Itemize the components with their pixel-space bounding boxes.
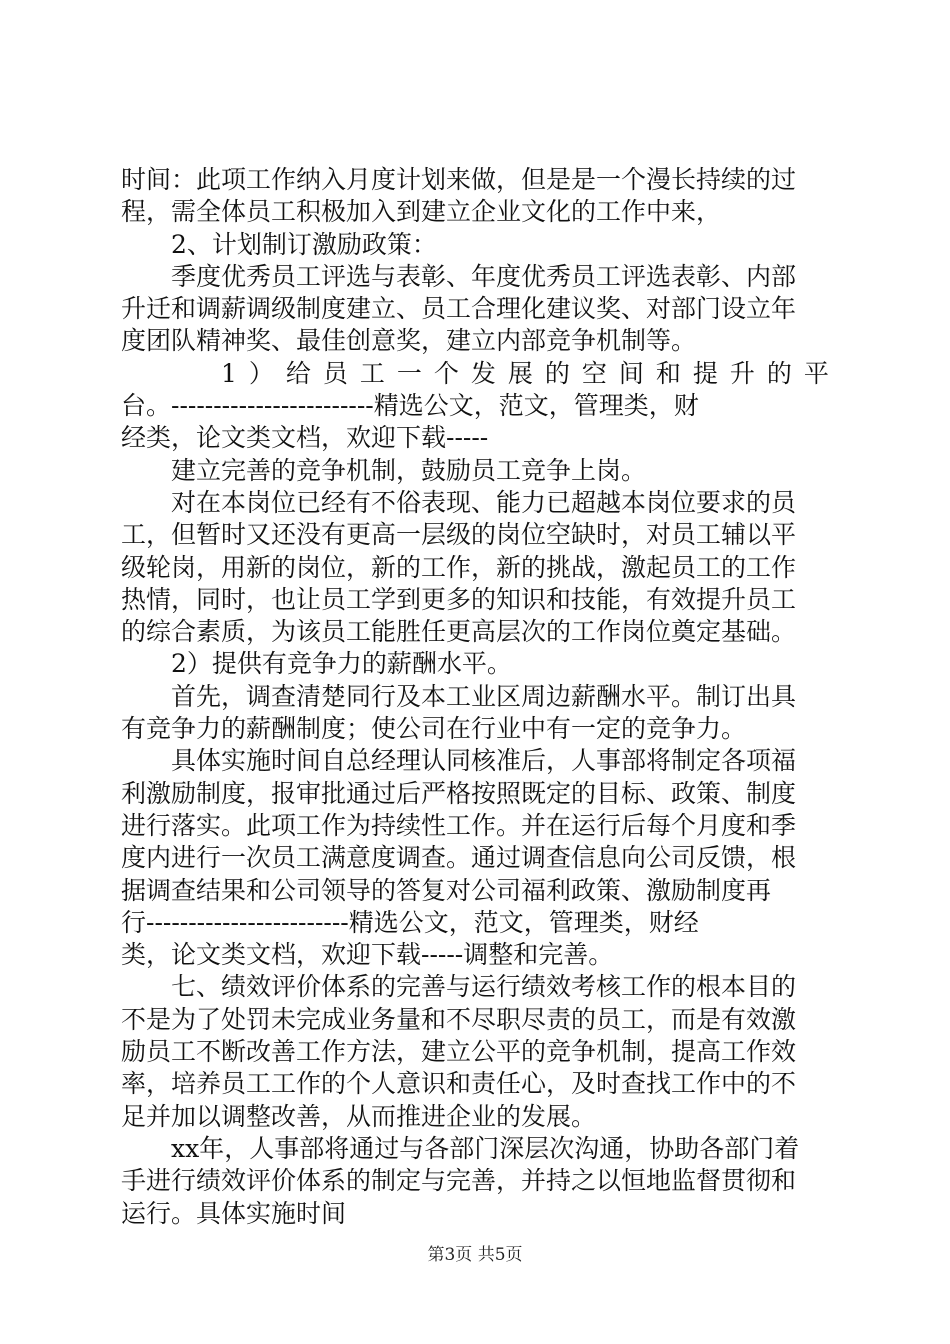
text-line: 利激励制度，报审批通过后严格按照既定的目标、政策、制度 (121, 778, 797, 808)
text-line: 经类，论文类文档，欢迎下载----- (121, 423, 489, 453)
body-text (121, 164, 841, 1230)
text-line: 季度优秀员工评选与表彰、年度优秀员工评选表彰、内部 (171, 261, 797, 291)
text-line: 程，需全体员工积极加入到建立企业文化的工作中来， (121, 197, 722, 227)
text-line: 七、绩效评价体系的完善与运行绩效考核工作的根本目的 (171, 972, 797, 1002)
text-line: 2、计划制订激励政策： (171, 229, 437, 259)
text-line: 手进行绩效评价体系的制定与完善，并持之以恒地监督贯彻和 (121, 1166, 797, 1196)
text-line: 2）提供有竞争力的薪酬水平。 (171, 649, 512, 679)
text-line: 类，论文类文档，欢迎下载-----调整和完善。 (121, 940, 614, 970)
text-line: 具体实施时间自总经理认同核准后，人事部将制定各项福 (171, 746, 797, 776)
text-line: 首先，调查清楚同行及本工业区周边薪酬水平。制订出具 (171, 681, 797, 711)
text-line: 足并加以调整改善，从而推进企业的发展。 (121, 1101, 597, 1131)
text-line: 有竞争力的薪酬制度；使公司在行业中有一定的竞争力。 (121, 714, 747, 744)
text-line: 率，培养员工工作的个人意识和责任心，及时查找工作中的不 (121, 1069, 797, 1099)
text-line: xx年，人事部将通过与各部门深层次沟通，协助各部门着 (171, 1133, 800, 1163)
text-line: 励员工不断改善工作方法，建立公平的竞争机制，提高工作效 (121, 1037, 797, 1067)
page-footer: 第3页 共5页 (427, 1245, 523, 1265)
text-line: 进行落实。此项工作为持续性工作。并在运行后每个月度和季 (121, 810, 797, 840)
text-line: 级轮岗，用新的岗位，新的工作，新的挑战，激起员工的工作 (121, 552, 797, 582)
text-line: 对在本岗位已经有不俗表现、能力已超越本岗位要求的员 (171, 487, 797, 517)
text-line: 升迁和调薪调级制度建立、员工合理化建议奖、对部门设立年 (121, 294, 797, 324)
text-line: 度团队精神奖、最佳创意奖，建立内部竞争机制等。 (121, 326, 697, 356)
text-line: 1）给员工一个发展的空间和提升的平 (221, 358, 841, 388)
text-line: 工，但暂时又还没有更高一层级的岗位空缺时，对员工辅以平 (121, 520, 797, 550)
text-line: 度内进行一次员工满意度调查。通过调查信息向公司反馈，根 (121, 843, 797, 873)
text-line: 台。------------------------精选公文，范文，管理类，财 (121, 391, 699, 421)
text-line: 的综合素质，为该员工能胜任更高层次的工作岗位奠定基础。 (121, 617, 797, 647)
text-line: 热情，同时，也让员工学到更多的知识和技能，有效提升员工 (121, 584, 797, 614)
text-line: 时间：此项工作纳入月度计划来做，但是是一个漫长持续的过 (121, 165, 797, 194)
text-line: 不是为了处罚未完成业务量和不尽职尽责的员工，而是有效激 (121, 1004, 797, 1034)
text-line: 建立完善的竞争机制，鼓励员工竞争上岗。 (171, 455, 647, 485)
text-line: 据调查结果和公司领导的答复对公司福利政策、激励制度再 (121, 875, 772, 905)
text-line: 行------------------------精选公文，范文，管理类，财经 (121, 907, 699, 937)
text-line: 运行。具体实施时间 (121, 1198, 347, 1228)
